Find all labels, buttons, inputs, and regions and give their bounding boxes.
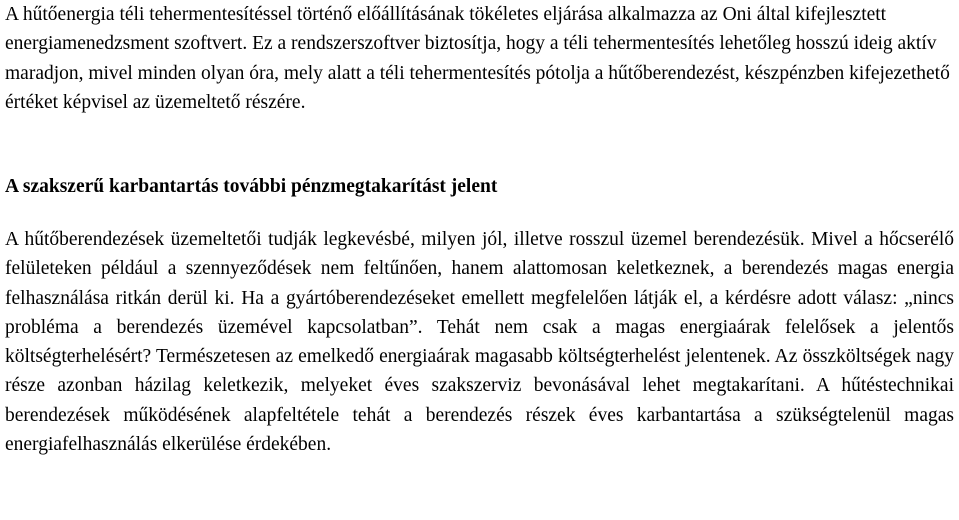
section-heading: A szakszerű karbantartás további pénzmegtakarítást jelent: [5, 176, 498, 197]
intro-paragraph: A hűtőenergia téli tehermentesítéssel történő előállításának tökéletes eljárása alkalmazza az Oni által kifejlesztett energiamenedzsment szoftvert. Ez a rendszerszoftver biztosítja, hogy a téli tehermentesítés lehetőleg hosszú ideig aktív maradjon, mivel minden olyan óra, mely alatt a téli tehermentesítés pótolja a hűtőberendezést, készpénzben kifejezethető értéket képvisel az üzemeltető részére.: [5, 4, 950, 113]
body-paragraph: A hűtőberendezések üzemeltetői tudják legkevésbé, milyen jól, illetve rosszul üzemel berendezésük. Mivel a hőcserélő felületeken például a szennyeződések nem feltűnően, hanem alattomosan keletkeznek, a berendezés magas energia felhasználása ritkán derül ki. Ha a gyártóberendezéseket emellett megfelelően látják el, a kérdésre adott válasz: „nincs probléma a berendezés üzemével kapcsolatban”. Tehát nem csak a magas energiaárak felelősek a jelentős költségterhelésért? Természetesen az emelkedő energiaárak magasabb költségterhelést jelentenek. Az összköltségek nagy része azonban házilag keletkezik, melyeket éves szakszerviz bevonásával lehet megtakarítani. A hűtéstechnikai berendezések működésének alapfeltétele tehát a berendezés részek éves karbantartása a szükségtelenül magas energiafelhasználás elkerülése érdekében.: [5, 229, 954, 456]
document-page: [5, 0, 954, 456]
